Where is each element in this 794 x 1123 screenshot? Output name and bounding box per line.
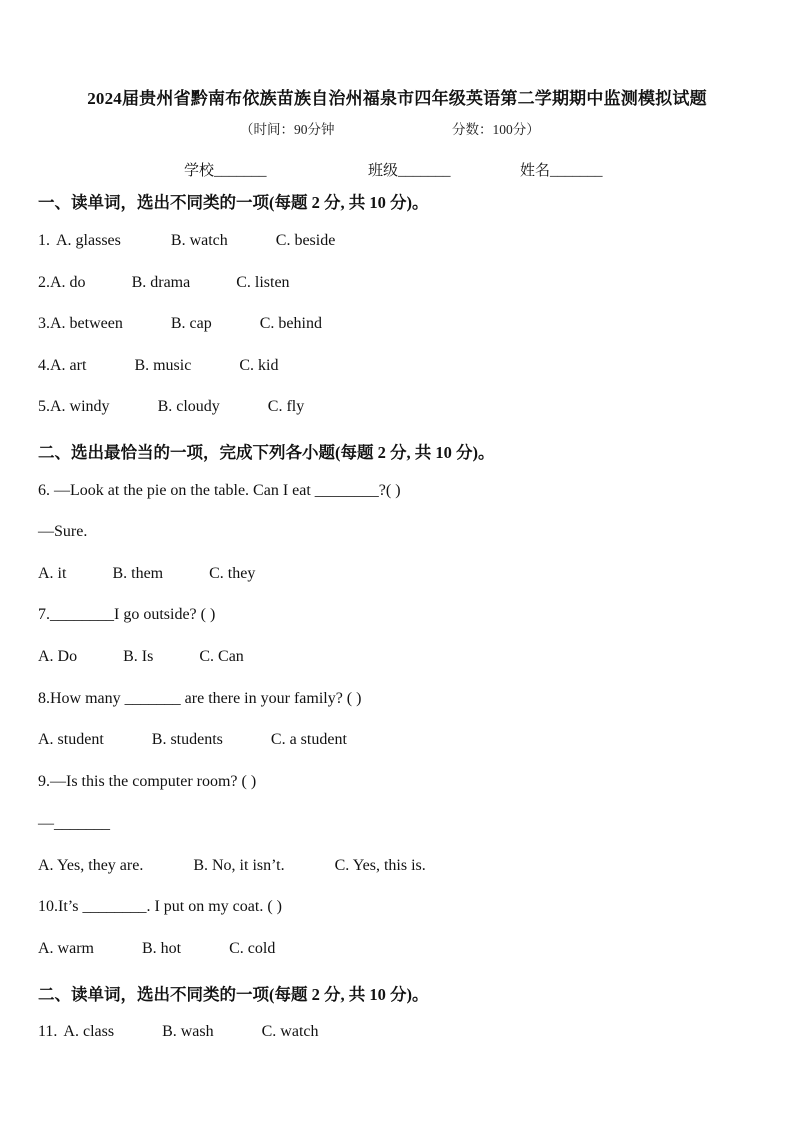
option-b[interactable]: B. students [151,731,223,748]
question-2 [38,274,332,292]
question-9-stem: 9.—Is this the computer room? ( ) [38,773,257,790]
question-number: 2. [38,274,50,291]
section-heading: 二、选出最恰当的一项，完成下列各小题(每题 2 分, 共 10 分)。 [38,443,495,462]
page-title: 2024届贵州省黔南布依族苗族自治州福泉市四年级英语第二学期期中监测模拟试题 [87,89,707,108]
option-a[interactable]: A. warm [38,940,94,957]
option-a[interactable]: A. art [50,357,87,374]
question-6-options [38,565,297,583]
school-field[interactable]: 学校_______ [184,163,267,179]
question-number: 4. [38,357,50,374]
option-c[interactable]: C. they [209,565,256,582]
question-4 [38,357,320,375]
option-b[interactable]: B. drama [131,274,191,291]
option-b[interactable]: B. them [112,565,164,582]
option-c[interactable]: C. a student [270,731,347,748]
option-a[interactable]: A. glasses [56,232,121,249]
question-10-stem: 10.It’s ________. I put on my coat. ( ) [38,898,282,915]
question-11 [38,1023,361,1041]
option-c[interactable]: C. cold [229,940,276,957]
option-c[interactable]: C. Yes, this is. [334,857,426,874]
option-a[interactable]: A. it [38,565,67,582]
question-5 [38,398,346,416]
option-a[interactable]: A. class [63,1023,115,1040]
question-number: 3. [38,315,50,332]
question-7-stem: 7.________I go outside? ( ) [38,606,216,623]
name-field[interactable]: 姓名_______ [520,163,603,179]
question-3 [38,315,364,333]
section-heading: 二、读单词，选出不同类的一项(每题 2 分, 共 10 分)。 [38,985,429,1004]
option-b[interactable]: B. cap [170,315,212,332]
option-b[interactable]: B. cloudy [157,398,220,415]
class-field[interactable]: 班级_______ [368,163,451,179]
section-heading: 一、读单词，选出不同类的一项(每题 2 分, 共 10 分)。 [38,193,429,212]
option-a[interactable]: A. student [38,731,104,748]
option-a[interactable]: A. Do [38,648,78,665]
option-c[interactable]: C. listen [236,274,290,291]
question-1 [38,232,377,250]
question-8-stem: 8.How many _______ are there in your family? ( ) [38,690,362,707]
option-c[interactable]: C. Can [199,648,244,665]
question-number: 5. [38,398,50,415]
exam-score: 分数：100分） [452,122,540,137]
option-b[interactable]: B. music [134,357,192,374]
option-c[interactable]: C. behind [259,315,322,332]
question-8-options [38,731,389,749]
option-c[interactable]: C. watch [261,1023,319,1040]
question-6-stem: 6. —Look at the pie on the table. Can I eat ________?( ) [38,482,401,499]
option-b[interactable]: B. watch [170,232,228,249]
option-a[interactable]: A. windy [50,398,110,415]
question-10-options [38,940,317,958]
question-6-reply: —Sure. [38,523,88,540]
option-b[interactable]: B. hot [141,940,182,957]
question-number: 11. [38,1023,58,1040]
option-b[interactable]: B. No, it isn’t. [193,857,285,874]
option-a[interactable]: A. Yes, they are. [38,857,144,874]
option-b[interactable]: B. wash [162,1023,214,1040]
option-c[interactable]: C. fly [267,398,305,415]
option-c[interactable]: C. kid [239,357,279,374]
option-c[interactable]: C. beside [275,232,336,249]
question-9-reply: —_______ [38,815,110,832]
question-7-options [38,648,286,666]
question-9-options [38,857,468,875]
question-number: 1. [38,232,50,249]
option-b[interactable]: B. Is [123,648,154,665]
option-a[interactable]: A. between [50,315,123,332]
exam-time: （时间：90分钟 [240,122,335,137]
option-a[interactable]: A. do [50,274,86,291]
